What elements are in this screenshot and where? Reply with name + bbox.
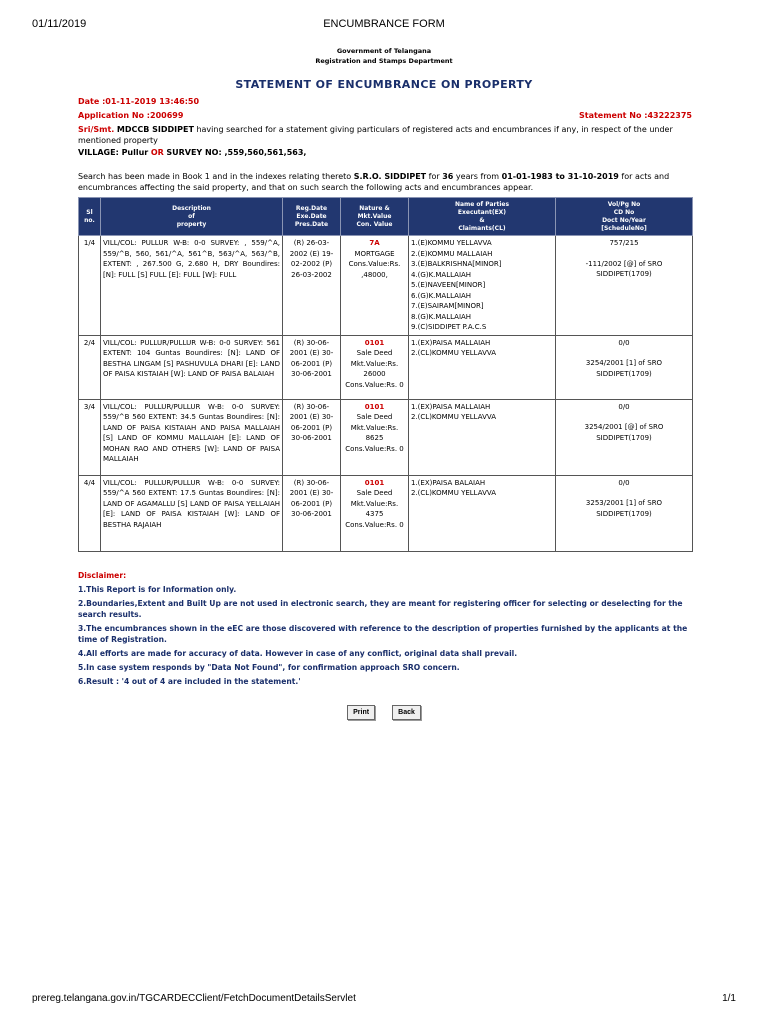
table-row [79,475,693,551]
disclaimer-item: 4.All efforts are made for accuracy of data. However in case of any conflict, original data shall prevail. [78,649,518,658]
disclaimer-item: 3.The encumbrances shown in the eEC are those discovered with reference to the description of properties furnished by the applicants at the time of Registration. [78,624,688,644]
back-button[interactable]: Back [392,705,421,720]
row-parties [409,399,556,475]
application-row [78,110,692,121]
page-title: STATEMENT OF ENCUMBRANCE ON PROPERTY [235,78,533,91]
party: 5.(E)NAVEEN[MINOR] [411,281,486,289]
row-parties [409,335,556,399]
para-a: Search has been made in Book 1 and in the indexes relating thereto [78,172,352,181]
row-nature [341,399,409,475]
party: 1.(EX)PAISA BALAIAH [411,478,486,487]
para-b: for [428,172,440,181]
page-number: 1/1 [722,993,736,1004]
sri-text: having searched for a statement giving particulars of registered acts and encumbrances if any, in respect of the under mentioned property [78,125,673,145]
row-description: VILL/COL: PULLUR W-B: 0-0 SURVEY: , 559/^A, 559/^B, 560, 561/^A, 561^B, 563/^A, 563/^B, EXTENT: , 267.500 G, 2.680 H, DRY Boundires: [N]: FULL [S] FULL [E]: FULL [W]: FULL [101,236,283,336]
village-row [78,147,692,158]
print-button[interactable]: Print [347,705,375,720]
date-row [78,96,692,107]
sro-name: S.R.O. SIDDIPET [353,172,427,181]
nature-code: 0101 [364,402,385,411]
date-range: 01-01-1983 to 31-10-2019 [501,172,619,181]
nature-code: 0101 [364,478,385,487]
nature-text: Sale Deed Mkt.Value:Rs. 4375 Cons.Value:Rs. 0 [345,489,404,529]
disclaimer-item: 2.Boundaries,Extent and Built Up are not used in electronic search, they are meant for registering officer for selecting or deselecting for the search results. [78,599,683,619]
row-dates: (R) 30-06-2001 (E) 30-06-2001 (P) 30-06-2001 [283,475,341,551]
page-url: prereg.telangana.gov.in/TGCARDECClient/FetchDocumentDetailsServlet [32,993,356,1004]
table-row [79,399,693,475]
col-sl: Sl no. [79,198,101,236]
row-description: VILL/COL: PULLUR/PULLUR W-B: 0-0 SURVEY: 559/^A 560 EXTENT: 17.5 Guntas Boundires: [N]: LAND OF AGAMALLU [S] LAND OF PAISA YELLAIAH [E]: LAND OF PAISA KISTAIAH [W]: LAND OF BESTHA RAJAIAH [101,475,283,551]
village-text: VILLAGE: Pullur [78,148,149,157]
row-description: VILL/COL: PULLUR/PULLUR W-B: 0-0 SURVEY: 561 EXTENT: 104 Guntas Boundires: [N]: LAND OF BESTHA LINGAM [S] PASHUVULA DHARI [E]: LAND OF PAISA KISTAIAH [W]: LAND OF PAISA BALAIAH [101,335,283,399]
col-description: Description of property [101,198,283,236]
party: 3.(E)BALKRISHNA[MINOR] [411,260,502,268]
col-parties: Name of Parties Executant(EX) & Claimants(CL) [409,198,556,236]
col-vol: Vol/Pg No CD No Doct No/Year [ScheduleNo] [556,198,693,236]
table-row [79,335,693,399]
doc-no: 3253/2001 [1] of SRO SIDDIPET(1709) [585,499,663,518]
table-row [79,236,693,336]
print-date: 01/11/2019 [32,18,87,30]
years: 36 [442,172,454,181]
party: 2.(E)KOMMU MALLAIAH [411,249,493,258]
department-header [0,46,768,66]
party: 9.(C)SIDDIPET P.A.C.S [411,323,487,331]
nature-code: 0101 [364,338,385,347]
row-sl: 1/4 [79,236,101,336]
para-c: years from [455,172,500,181]
disclaimer-item: 1.This Report is for Information only. [78,585,237,594]
survey-text: SURVEY NO: ,559,560,561,563, [166,148,307,157]
row-nature [341,335,409,399]
para-d: for acts and encumbrances affecting the said property, and that on such search the following acts and encumbrances appear. [78,172,670,192]
stmt-label: Statement No : [578,111,648,120]
nature-text: Sale Deed Mkt.Value:Rs. 26000 Cons.Value:Rs. 0 [345,349,404,389]
row-vol [556,399,693,475]
row-dates: (R) 26-03-2002 (E) 19-02-2002 (P) 26-03-2002 [283,236,341,336]
row-parties [409,236,556,336]
party: 2.(CL)KOMMU YELLAVVA [411,413,496,421]
table-body [79,236,693,552]
party: 1.(EX)PAISA MALLAIAH [411,402,491,411]
search-paragraph [78,171,692,193]
doc-no: -111/2002 [@] of SRO SIDDIPET(1709) [585,259,663,278]
sri-label: Sri/Smt. [78,125,115,134]
col-dates: Reg.Date Exe.Date Pres.Date [283,198,341,236]
or-text: OR [150,148,164,157]
row-vol [556,475,693,551]
print-title: ENCUMBRANCE FORM [323,18,445,30]
party: 8.(G)K.MALLAIAH [411,312,472,321]
row-nature [341,236,409,336]
stmt-value: 43222375 [647,111,692,120]
row-sl: 4/4 [79,475,101,551]
row-dates: (R) 30-06-2001 (E) 30-06-2001 (P) 30-06-2001 [283,335,341,399]
nature-text: MORTGAGE Cons.Value:Rs. ,48000, [348,249,401,279]
app-label: Application No : [78,111,150,120]
disclaimer-item: 5.In case system responds by "Data Not Found", for confirmation approach SRO concern. [78,663,460,672]
row-parties [409,475,556,551]
row-description: VILL/COL: PULLUR/PULLUR W-B: 0-0 SURVEY: 559/^B 560 EXTENT: 34.5 Guntas Boundires: [N]: LAND OF PAISA KISTAIAH AND PAISA MALLAIAH [S] LAND OF KOMMU MALLAIAH [E]: LAND OF MOHAN RAO AND OTHERS [W]: LAND OF PAISA MALLAIAH [101,399,283,475]
col-nature: Nature & Mkt.Value Con. Value [341,198,409,236]
party: 1.(E)KOMMU YELLAVVA [411,239,492,247]
gov-name: Government of Telangana [336,47,432,55]
party: 2.(CL)KOMMU YELLAVVA [411,349,496,357]
row-nature [341,475,409,551]
disclaimer-item: 6.Result : '4 out of 4 are included in the statement.' [78,677,301,686]
vol-page: 0/0 [618,478,630,487]
party: 2.(CL)KOMMU YELLAVVA [411,489,496,497]
row-dates: (R) 30-06-2001 (E) 30-06-2001 (P) 30-06-2001 [283,399,341,475]
party: 4.(G)K.MALLAIAH [411,270,472,279]
vol-page: 0/0 [618,402,630,411]
doc-no: 3254/2001 [@] of SRO SIDDIPET(1709) [584,423,664,442]
party: 6.(G)K.MALLAIAH [411,291,472,300]
row-vol [556,236,693,336]
nature-code: 7A [369,239,380,247]
date-value: 01-11-2019 13:46:50 [105,97,200,106]
searcher-row [78,124,692,146]
disclaimer [78,570,692,690]
app-value: 200699 [150,111,184,120]
party: 7.(E)SAIRAM[MINOR] [411,302,484,310]
vol-page: 0/0 [618,338,630,347]
dept-name: Registration and Stamps Department [315,57,453,65]
row-vol [556,335,693,399]
doc-no: 3254/2001 [1] of SRO SIDDIPET(1709) [585,359,663,378]
encumbrance-table [78,197,693,552]
row-sl: 2/4 [79,335,101,399]
action-buttons [0,699,768,720]
party: 1.(EX)PAISA MALLAIAH [411,338,491,347]
sri-name: MDCCB SIDDIPET [116,125,194,134]
nature-text: Sale Deed Mkt.Value:Rs. 8625 Cons.Value:Rs. 0 [345,413,404,453]
row-sl: 3/4 [79,399,101,475]
table-header-row [79,198,693,236]
date-label: Date : [78,97,106,106]
vol-page: 757/215 [609,239,639,247]
disclaimer-title: Disclaimer: [78,571,127,580]
